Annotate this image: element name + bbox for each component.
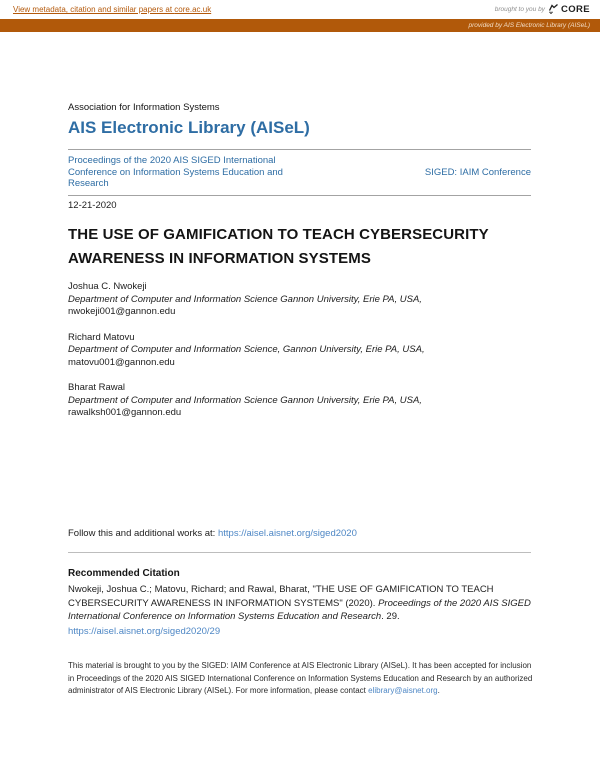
author-affiliation: Department of Computer and Information Science Gannon University, Erie PA, USA, <box>68 293 422 305</box>
citation-heading: Recommended Citation <box>68 568 180 579</box>
core-wordmark: CORE <box>560 4 590 15</box>
citation-divider <box>68 552 531 553</box>
citation-authors-title: Nwokeji, Joshua C.; Matovu, Richard; and Rawal, Bharat, "THE USE OF GAMIFICATION TO TEACH CYBERSECURITY AWARENESS IN INFORMATION SYSTEMS" (2020). <box>68 584 494 609</box>
author-email: matovu001@gannon.edu <box>68 356 175 368</box>
author-list <box>68 281 532 433</box>
author-block <box>68 332 532 370</box>
article-title: THE USE OF GAMIFICATION TO TEACH CYBERSECURITY AWARENESS IN INFORMATION SYSTEMS <box>68 226 489 267</box>
core-metadata-link[interactable] <box>13 5 211 14</box>
publication-date: 12-21-2020 <box>68 200 117 211</box>
footer-note <box>68 660 535 698</box>
masthead <box>68 103 531 196</box>
follow-label: Follow this and additional works at: <box>68 528 218 539</box>
citation-url-link[interactable]: https://aisel.aisnet.org/siged2020/29 <box>68 625 221 637</box>
author-affiliation: Department of Computer and Information Science, Gannon University, Erie PA, USA, <box>68 344 425 355</box>
author-name: Joshua C. Nwokeji <box>68 281 147 292</box>
footer-text: This material is brought to you by the SIGED: IAIM Conference at AIS Electronic Library (AISeL). It has been accepted for inclusion in Proceedings of the 2020 AIS SIGED International Conference on Information Systems Education and Research by an authorized administrator of AIS Electronic Library (AISeL). For more information, please contact <box>68 661 533 696</box>
citation-text <box>68 583 534 638</box>
core-logo[interactable] <box>548 1 590 19</box>
provided-by-banner <box>0 19 600 32</box>
society-name: Association for Information Systems <box>68 102 220 113</box>
recommended-citation <box>68 567 534 638</box>
author-email: nwokeji001@gannon.edu <box>68 306 176 317</box>
conference-link[interactable]: SIGED: IAIM Conference <box>424 166 531 178</box>
footer-period: . <box>437 686 440 696</box>
follow-works-line <box>68 528 532 539</box>
library-title: AIS Electronic Library (AISeL) <box>68 118 310 137</box>
citation-journal-italic: Proceedings of the 2020 AIS SIGED International Conference on Information Systems Education and Research <box>68 597 531 622</box>
citation-number: . 29. <box>381 611 400 622</box>
core-logo-icon <box>548 1 559 19</box>
proceedings-row <box>68 150 531 195</box>
core-metadata-text: View metadata, citation and similar papers at <box>13 5 175 14</box>
provided-by-text: provided by AIS Electronic Library (AISeL) <box>468 22 590 29</box>
divider-bottom <box>68 195 531 196</box>
author-email: rawalksh001@gannon.edu <box>68 407 182 418</box>
author-block <box>68 281 532 319</box>
core-url-link[interactable]: core.ac.uk <box>174 5 212 14</box>
author-name: Richard Matovu <box>68 331 135 343</box>
proceedings-link[interactable]: Proceedings of the 2020 AIS SIGED International Conference on Information Systems Education and Research <box>68 155 283 189</box>
author-name: Bharat Rawal <box>68 382 126 393</box>
brought-to-you-by <box>495 1 590 19</box>
brought-text: brought to you by <box>494 6 545 13</box>
author-affiliation: Department of Computer and Information Science Gannon University, Erie PA, USA, <box>68 394 422 406</box>
follow-url-link[interactable]: https://aisel.aisnet.org/siged2020 <box>217 528 357 539</box>
core-banner <box>0 0 600 19</box>
author-block <box>68 382 532 420</box>
footer-email-link[interactable]: elibrary@aisnet.org <box>368 686 438 696</box>
